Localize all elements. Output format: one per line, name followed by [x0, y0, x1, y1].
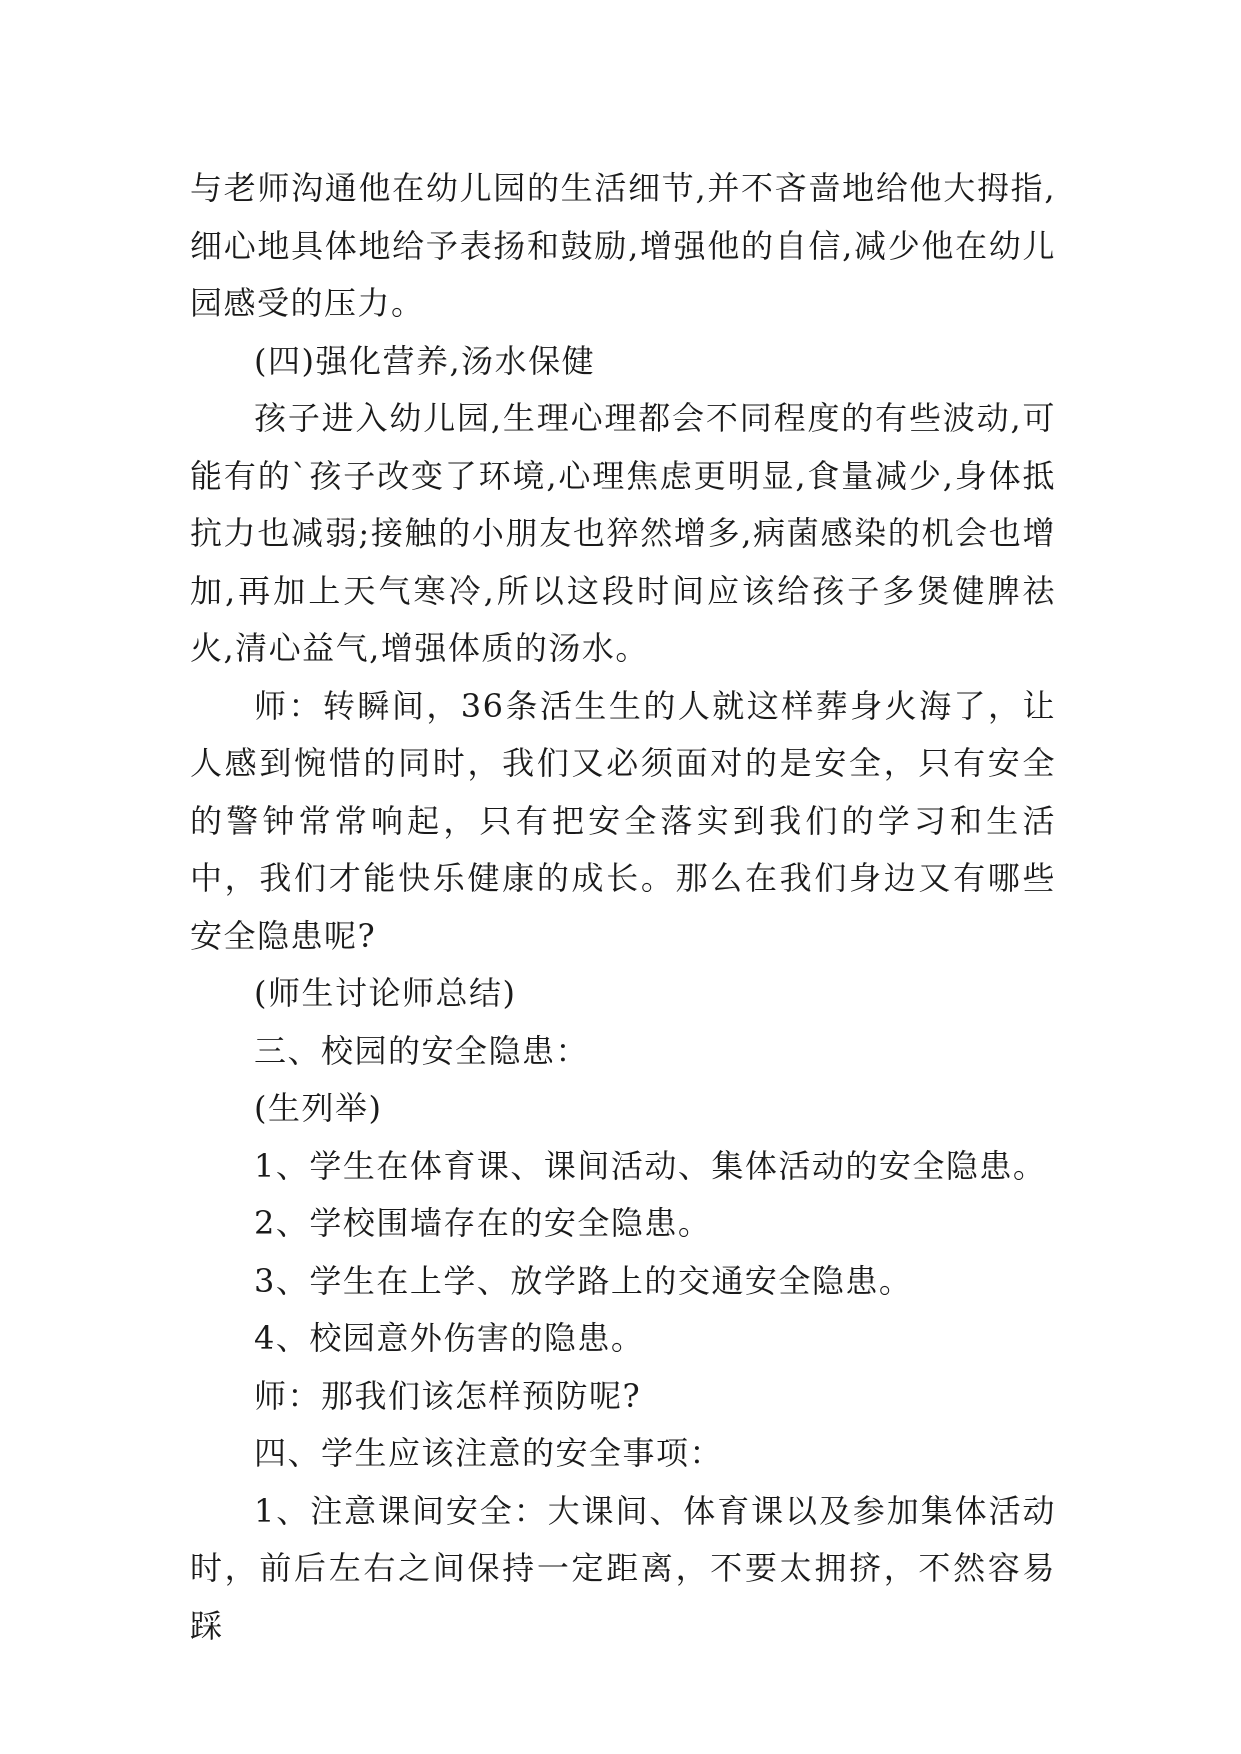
paragraph: 与老师沟通他在幼儿园的生活细节,并不吝啬地给他大拇指,细心地具体地给予表扬和鼓励,增强他的自信,减少他在幼儿园感受的压力。	[190, 169, 1056, 322]
paragraph: (四)强化营养,汤水保健	[254, 341, 596, 380]
paragraph: 1、注意课间安全：大课间、体育课以及参加集体活动时，前后左右之间保持一定距离，不要太拥挤，不然容易踩	[190, 1491, 1056, 1645]
paragraph: 师：那我们该怎样预防呢?	[254, 1376, 642, 1415]
paragraph: 三、校园的安全隐患：	[254, 1031, 590, 1070]
paragraph: 1、学生在体育课、课间活动、集体活动的安全隐患。	[254, 1146, 1047, 1185]
paragraph: 师：转瞬间，36条活生生的人就这样葬身火海了，让人感到惋惜的同时，我们又必须面对的是安全，只有安全的警钟常常响起，只有把安全落实到我们的学习和生活中，我们才能快乐健康的成长。那么在我们身边又有哪些安全隐患呢?	[190, 686, 1056, 955]
paragraph: (生列举)	[254, 1089, 383, 1127]
paragraph: 4、校园意外伤害的隐患。	[254, 1319, 645, 1357]
paragraph: 四、学生应该注意的安全事项：	[254, 1434, 724, 1472]
paragraph: 3、学生在上学、放学路上的交通安全隐患。	[254, 1261, 913, 1300]
paragraph: 2、学校围墙存在的安全隐患。	[254, 1204, 712, 1242]
paragraph: 孩子进入幼儿园,生理心理都会不同程度的有些波动,可能有的`孩子改变了环境,心理焦虑更明显,食量减少,身体抵抗力也减弱;接触的小朋友也猝然增多,病菌感染的机会也增加,再加上天气寒冷,所以这段时间应该给孩子多煲健脾祛火,清心益气,增强体质的汤水。	[190, 399, 1056, 667]
document-body	[190, 160, 1056, 1655]
paragraph: (师生讨论师总结)	[254, 974, 517, 1012]
